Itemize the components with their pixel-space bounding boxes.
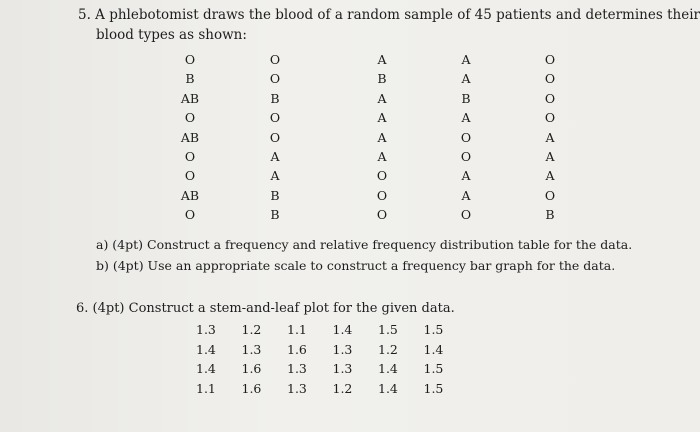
part-a-instruction: a) (4pt) Construct a frequency and relative frequency distribution table for the data.	[96, 237, 633, 252]
blood-type-value: A	[545, 129, 555, 145]
stem-data-value: 1.1	[287, 322, 307, 337]
blood-type-value: A	[377, 148, 387, 164]
blood-type-value: A	[461, 187, 471, 203]
blood-type-value: B	[270, 207, 280, 223]
blood-type-column	[340, 50, 424, 225]
blood-type-value: O	[269, 71, 281, 87]
stem-data-value: 1.3	[332, 361, 353, 376]
stem-data-value: 1.3	[287, 361, 307, 376]
question-5-text: 5. A phlebotomist draws the blood of a random sample of 45 patients and determines their	[78, 7, 700, 23]
blood-type-column	[210, 50, 340, 225]
blood-type-value: O	[544, 90, 556, 106]
stem-data-value: 1.3	[241, 341, 262, 357]
blood-type-value: A	[377, 52, 387, 67]
stem-data-row	[196, 359, 469, 379]
blood-type-value: O	[460, 207, 472, 223]
blood-type-value: O	[184, 168, 196, 184]
stem-data-row	[196, 340, 469, 360]
stem-data-value: 1.6	[287, 341, 307, 357]
stem-data-value: 1.4	[378, 361, 398, 376]
stem-data-value: 1.4	[423, 341, 444, 357]
stem-data-value: 1.5	[423, 322, 444, 337]
question-5-text-continued: blood types as shown:	[96, 27, 247, 43]
blood-type-value: O	[376, 207, 388, 223]
blood-type-value: A	[545, 148, 555, 164]
stem-data-value: 1.1	[196, 380, 216, 396]
blood-type-value: A	[270, 148, 280, 164]
blood-type-value: B	[377, 71, 387, 87]
blood-type-value: O	[544, 52, 556, 67]
blood-type-value: A	[545, 168, 555, 184]
blood-type-value: O	[269, 52, 281, 67]
stem-data-value: 1.5	[423, 361, 444, 376]
blood-type-value: O	[544, 71, 556, 87]
blood-type-value: A	[377, 110, 387, 126]
stem-data-value: 1.3	[332, 341, 353, 357]
blood-type-value: A	[377, 129, 387, 145]
blood-type-data	[170, 50, 592, 225]
blood-type-value: B	[461, 90, 471, 106]
blood-type-value: A	[270, 168, 280, 184]
blood-type-value: AB	[180, 187, 200, 203]
stem-data-value: 1.4	[196, 361, 216, 376]
blood-type-value: O	[460, 129, 472, 145]
blood-type-column	[508, 50, 592, 225]
blood-type-value: O	[376, 187, 388, 203]
stem-data-value: 1.3	[287, 380, 307, 396]
blood-type-value: O	[460, 148, 472, 164]
blood-type-value: B	[185, 71, 195, 87]
stem-data-value: 1.2	[241, 322, 262, 337]
blood-type-value: O	[544, 110, 556, 126]
stem-data-value: 1.4	[196, 341, 216, 357]
stem-data-value: 1.5	[378, 322, 398, 337]
stem-data-value: 1.2	[332, 380, 353, 396]
stem-data-value: 1.3	[196, 322, 216, 337]
stem-data-value: 1.2	[378, 341, 398, 357]
blood-type-value: O	[376, 168, 388, 184]
question-6-text: 6. (4pt) Construct a stem-and-leaf plot for the given data.	[76, 301, 455, 316]
blood-type-value: B	[270, 187, 280, 203]
stem-data-row	[196, 379, 469, 399]
stem-data-value: 1.4	[332, 322, 353, 337]
blood-type-value: AB	[180, 129, 200, 145]
blood-type-value: A	[461, 168, 471, 184]
blood-type-value: O	[184, 110, 196, 126]
blood-type-value: A	[461, 110, 471, 126]
blood-type-column	[170, 50, 210, 225]
blood-type-value: O	[184, 207, 196, 223]
stem-data-value: 1.4	[378, 380, 398, 396]
blood-type-value: A	[461, 71, 471, 87]
stem-data-row	[196, 320, 469, 340]
part-b-instruction: b) (4pt) Use an appropriate scale to construct a frequency bar graph for the data.	[96, 258, 616, 273]
blood-type-value: B	[270, 90, 280, 106]
blood-type-column	[424, 50, 508, 225]
blood-type-value: O	[184, 52, 196, 67]
blood-type-value: O	[269, 129, 281, 145]
blood-type-value: AB	[180, 90, 200, 106]
blood-type-value: A	[461, 52, 471, 67]
stem-data-value: 1.6	[241, 380, 262, 396]
blood-type-value: A	[377, 90, 387, 106]
blood-type-value: O	[544, 187, 556, 203]
stem-data-value: 1.5	[423, 380, 444, 396]
blood-type-value: O	[269, 110, 281, 126]
blood-type-value: O	[184, 148, 196, 164]
stem-data-value: 1.6	[241, 361, 262, 376]
stem-leaf-data	[196, 320, 469, 398]
blood-type-value: B	[545, 207, 555, 223]
